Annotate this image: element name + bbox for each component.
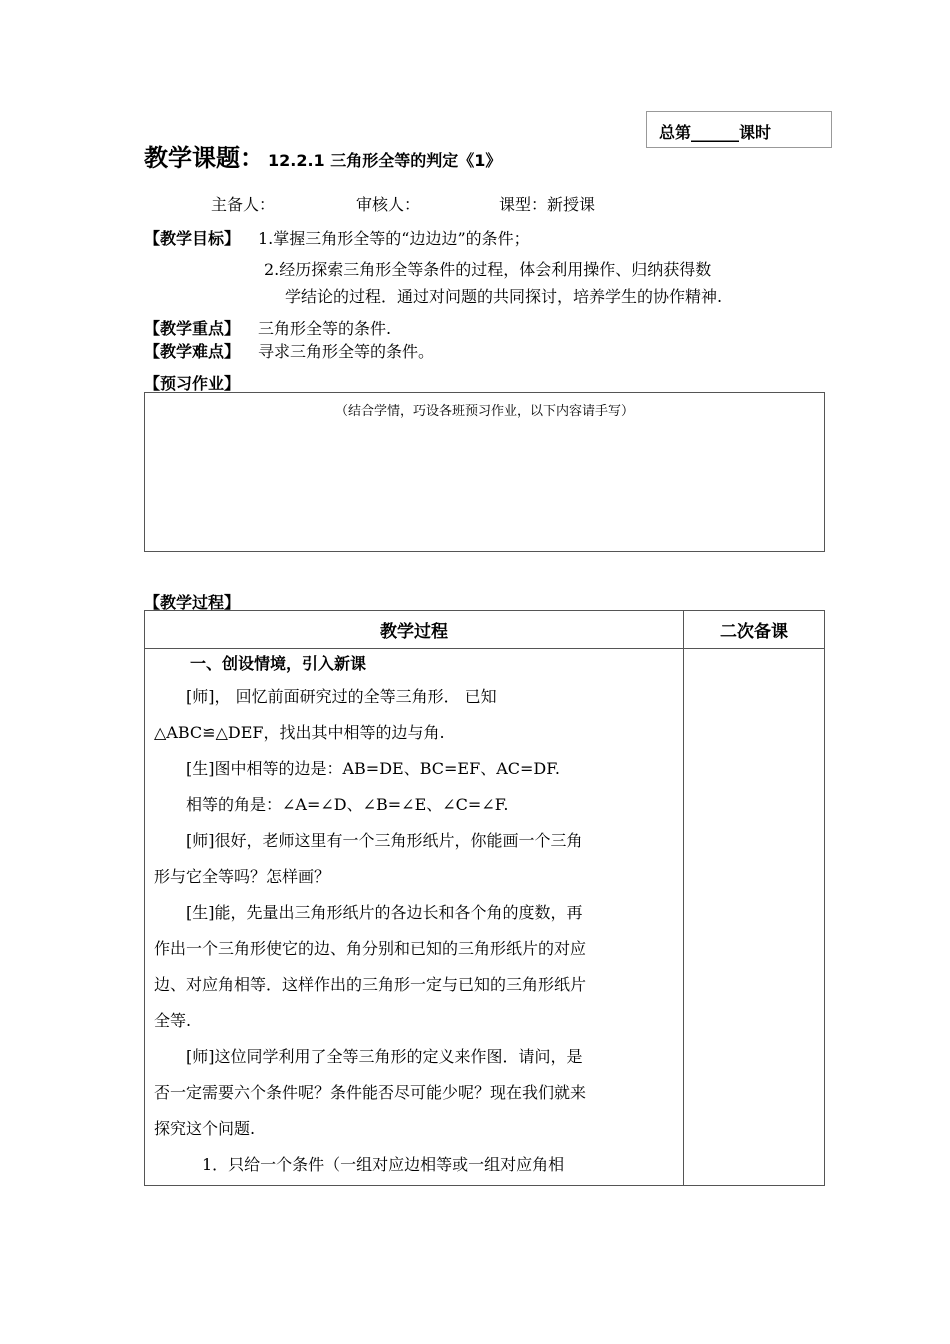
paragraph-line: △ABC≌△DEF，找出其中相等的边与角. xyxy=(154,723,445,742)
lesson-title xyxy=(144,138,501,173)
preview-box xyxy=(144,392,825,552)
title-text: 12.2.1 三角形全等的判定《1》 xyxy=(268,151,502,170)
paragraph-line: [师]很好，老师这里有一个三角形纸片，你能画一个三角 xyxy=(186,831,583,850)
revision-cell[interactable] xyxy=(684,649,825,1186)
process-content xyxy=(145,649,684,1186)
paragraph-line: 边、对应角相等．这样作出的三角形一定与已知的三角形纸片 xyxy=(154,975,587,994)
paragraph-line: 全等. xyxy=(154,1011,192,1030)
paragraph-line: [生]能，先量出三角形纸片的各边长和各个角的度数，再 xyxy=(186,903,583,922)
difficulty-tag: 【教学难点】 xyxy=(144,342,241,361)
paragraph-line: 作出一个三角形使它的边、角分别和已知的三角形纸片的对应 xyxy=(154,939,587,958)
title-label: 教学课题： xyxy=(144,144,264,172)
paragraph-line: 相等的角是：∠A=∠D、∠B=∠E、∠C=∠F. xyxy=(186,795,509,814)
lesson-count-box xyxy=(646,111,832,148)
paragraph-line: [生]图中相等的边是：AB=DE、BC=EF、AC=DF. xyxy=(186,759,560,778)
key-point-tag: 【教学重点】 xyxy=(144,319,241,338)
col-header-process: 教学过程 xyxy=(145,611,684,649)
paragraph-line: [师]这位同学利用了全等三角形的定义来作图．请问，是 xyxy=(186,1047,583,1066)
lesson-type: 课型：新授课 xyxy=(499,195,596,214)
paragraph-line: [师]， 回忆前面研究过的全等三角形． 已知 xyxy=(186,687,497,706)
objective-1: 1.掌握三角形全等的“边边边”的条件； xyxy=(258,229,530,248)
paragraph-line: 1．只给一个条件（一组对应边相等或一组对应角相 xyxy=(202,1155,565,1174)
reviewer-label: 审核人： xyxy=(356,195,421,214)
key-point-text: 三角形全等的条件. xyxy=(258,319,392,338)
preparer-label: 主备人： xyxy=(211,195,276,214)
paragraph-line: 探究这个问题. xyxy=(154,1119,256,1138)
process-table xyxy=(144,610,825,1186)
paragraph-line: 形与它全等吗？怎样画？ xyxy=(154,867,331,886)
preview-note: （结合学情，巧设各班预习作业，以下内容请手写） xyxy=(334,404,634,419)
col-header-revision: 二次备课 xyxy=(684,611,825,649)
objectives-tag: 【教学目标】 xyxy=(144,229,241,248)
lesson-count: 总第______课时 xyxy=(659,123,772,142)
objective-2-line1: 2.经历探索三角形全等条件的过程，体会利用操作、归纳获得数 xyxy=(264,260,712,279)
section-heading: 一、创设情境，引入新课 xyxy=(190,654,367,673)
objective-2-line2: 学结论的过程．通过对问题的共同探讨，培养学生的协作精神. xyxy=(285,287,723,306)
paragraph-line: 否一定需要六个条件呢？条件能否尽可能少呢？现在我们就来 xyxy=(154,1083,587,1102)
preview-tag: 【预习作业】 xyxy=(144,374,241,393)
difficulty-text: 寻求三角形全等的条件。 xyxy=(258,342,435,361)
process-tag: 【教学过程】 xyxy=(144,593,241,612)
